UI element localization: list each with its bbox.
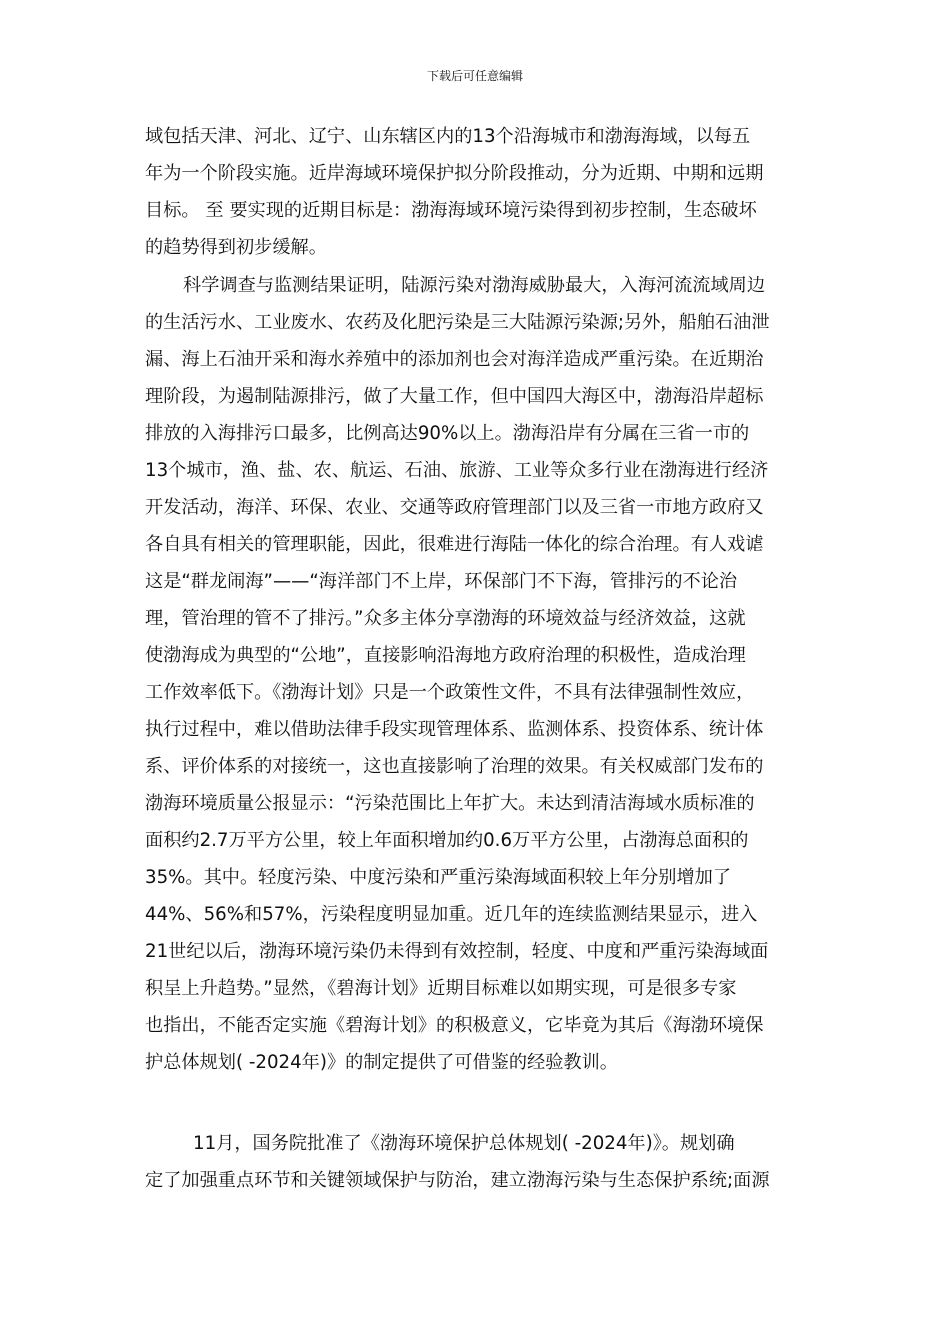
text-line: 年为一个阶段实施。近岸海域环境保护拟分阶段推动，分为近期、中期和远期 — [145, 163, 764, 184]
text-line: 的生活污水、工业废水、农药及化肥污染是三大陆源污染源;另外，船舶石油泄 — [145, 312, 770, 333]
text-line: 排放的入海排污口最多，比例高达90%以上。渤海沿岸有分属在三省一市的 — [145, 423, 750, 444]
text-line: 理，管治理的管不了排污。”众多主体分享渤海的环境效益与经济效益，这就 — [145, 608, 746, 629]
text-line: 系、评价体系的对接统一，这也直接影响了治理的效果。有关权威部门发布的 — [145, 756, 764, 777]
text-line: 也指出，不能否定实施《碧海计划》的积极意义，它毕竟为其后《海渤环境保 — [145, 1015, 764, 1036]
text-line: 的趋势得到初步缓解。 — [145, 237, 327, 258]
page-header: 下载后可任意编辑 — [426, 69, 523, 83]
paragraph-2 — [145, 267, 807, 1081]
text-line: 科学调查与监测结果证明，陆源污染对渤海威胁最大，入海河流流域周边 — [183, 275, 766, 296]
text-line: 执行过程中，难以借助法律手段实现管理体系、监测体系、投资体系、统计体 — [145, 719, 764, 740]
text-line: 面积约2.7万平方公里，较上年面积增加约0.6万平方公里，占渤海总面积的 — [145, 830, 749, 851]
text-line: 13个城市，渔、盐、农、航运、石油、旅游、工业等众多行业在渤海进行经济 — [145, 460, 769, 481]
text-line: 域包括天津、河北、辽宁、山东辖区内的13个沿海城市和渤海海域，以每五 — [145, 126, 751, 147]
text-line: 渤海环境质量公报显示：“污染范围比上年扩大。未达到清洁海域水质标准的 — [145, 793, 755, 814]
text-line: 工作效率低下。《渤海计划》只是一个政策性文件，不具有法律强制性效应， — [145, 682, 755, 703]
text-line: 开发活动，海洋、环保、农业、交通等政府管理部门以及三省一市地方政府又 — [145, 497, 764, 518]
text-line: 理阶段，为遏制陆源排污，做了大量工作，但中国四大海区中，渤海沿岸超标 — [145, 386, 764, 407]
paragraph-1 — [145, 118, 807, 266]
text-line: 定了加强重点环节和关键领域保护与防治，建立渤海污染与生态保护系统;面源 — [145, 1170, 770, 1191]
text-line: 35%。其中。轻度污染、中度污染和严重污染海域面积较上年分别增加了 — [145, 867, 732, 888]
text-line: 21世纪以后，渤海环境污染仍未得到有效控制，轻度、中度和严重污染海域面 — [145, 941, 769, 962]
text-line: 44%、56%和57%，污染程度明显加重。近几年的连续监测结果显示，进入 — [145, 904, 758, 925]
text-line: 护总体规划( -2024年)》的制定提供了可借鉴的经验教训。 — [145, 1052, 618, 1073]
text-line: 使渤海成为典型的“公地”，直接影响沿海地方政府治理的积极性，造成治理 — [145, 645, 746, 666]
text-line: 各自具有相关的管理职能，因此，很难进行海陆一体化的综合治理。有人戏谑 — [145, 534, 764, 555]
text-line: 这是“群龙闹海”——“海洋部门不上岸，环保部门不下海，管排污的不论治 — [145, 571, 738, 592]
text-line: 目标。 至 要实现的近期目标是：渤海海域环境污染得到初步控制，生态破坏 — [145, 200, 757, 221]
text-line: 漏、海上石油开采和海水养殖中的添加剂也会对海洋造成严重污染。在近期治 — [145, 349, 764, 370]
text-line: 11月，国务院批准了《渤海环境保护总体规划( -2024年)》。规划确 — [193, 1133, 735, 1154]
paragraph-3 — [145, 1125, 807, 1199]
text-line: 积呈上升趋势。”显然，《碧海计划》近期目标难以如期实现，可是很多专家 — [145, 978, 737, 999]
